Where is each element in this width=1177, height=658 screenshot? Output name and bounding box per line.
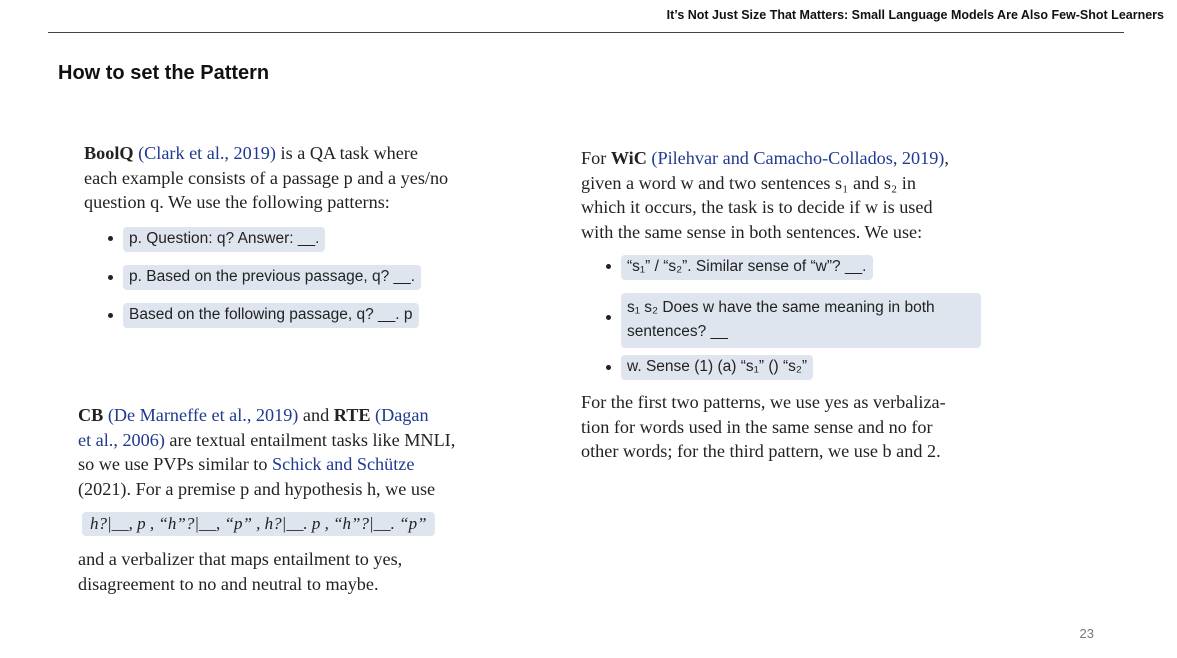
header-rule	[48, 32, 1124, 33]
boolq-pattern-1: p. Question: q? Answer: __.	[123, 227, 325, 252]
boolq-line1: is a QA task where	[275, 143, 418, 163]
bullet	[108, 236, 113, 241]
cb-line4: . For a premise p and hypothesis h, we use	[126, 478, 436, 499]
boolq-pattern-2: p. Based on the previous passage, q? __.	[123, 265, 421, 290]
cb-verb-line1: and a verbalizer that maps entailment to yes,	[78, 549, 403, 569]
page-number: 23	[1079, 626, 1094, 641]
cb-and: and	[298, 405, 334, 425]
wic-pattern-3-post: ) “s₂”	[773, 358, 808, 375]
bullet	[606, 315, 611, 320]
schick-citation[interactable]: Schick and Schütze	[272, 454, 415, 474]
rte-citation-1[interactable]: (Dagan	[375, 405, 429, 425]
cb-line2: are textual entailment tasks like MNLI,	[164, 429, 456, 450]
cb-citation[interactable]: (De Marneffe et al., 2019)	[107, 405, 299, 425]
cb-verb-line2: disagreement to no and neutral to maybe.	[78, 573, 379, 594]
wic-citation[interactable]: (Pilehvar and Camacho-Collados, 2019)	[651, 148, 945, 168]
wic-line3: which it occurs, the task is to decide if w is used	[581, 197, 933, 217]
slide-title: How to set the Pattern	[58, 62, 270, 84]
bullet	[108, 313, 113, 318]
wic-name: WiC	[610, 148, 647, 168]
boolq-pattern-3: Based on the following passage, q? __. p	[123, 303, 419, 328]
cb-line3: so we use PVPs similar to	[78, 454, 273, 474]
rte-name: RTE	[333, 405, 371, 425]
wic-line2: given a word w and two sentences s₁ and s₂ in	[581, 172, 916, 193]
wic-verb-line2: tion for words used in the same sense and no for	[581, 416, 933, 437]
boolq-line3: question q. We use the following patterns:	[84, 192, 390, 212]
cb-patterns: h?|__, p , “h”?|__, “p” , h?|__. p , “h”?|__. “p”	[82, 512, 435, 536]
schick-year: (2021)	[78, 478, 127, 499]
bullet	[108, 275, 113, 280]
cb-name: CB	[78, 405, 104, 425]
wic-line1-end: ,	[944, 148, 949, 168]
wic-pattern-2	[621, 293, 981, 348]
rte-citation-2[interactable]: et al., 2006)	[78, 429, 165, 450]
wic-intro: For	[581, 148, 611, 168]
wic-line4: with the same sense in both sentences. We use:	[581, 221, 923, 242]
bullet	[606, 264, 611, 269]
wic-verb-line1: For the first two patterns, we use yes as verbaliza-	[581, 392, 946, 412]
wic-pattern-2-line2: sentences? __	[627, 323, 728, 340]
cb-verbalizer	[78, 547, 482, 596]
boolq-citation[interactable]: (Clark et al., 2019)	[138, 143, 276, 163]
running-title: It’s Not Just Size That Matters: Small Language Models Are Also Few-Shot Learners	[666, 8, 1164, 22]
wic-pattern-2-line1: s₁ s₂ Does w have the same meaning in both	[627, 299, 935, 316]
wic-pattern-3	[621, 355, 813, 380]
wic-pattern-3-pre: w. Sense (1) (a) “s₁” (	[627, 358, 774, 375]
cb-paragraph	[78, 403, 482, 501]
boolq-paragraph	[84, 141, 482, 215]
wic-paragraph	[581, 146, 983, 244]
boolq-line2: each example consists of a passage p and a yes/no	[84, 167, 449, 188]
bullet	[606, 365, 611, 370]
boolq-name: BoolQ	[84, 143, 134, 163]
wic-pattern-1: “s₁” / “s₂”. Similar sense of “w”? __.	[621, 255, 873, 280]
wic-verbalizer	[581, 390, 983, 464]
wic-verb-line3: other words; for the third pattern, we use b and 2.	[581, 441, 941, 461]
